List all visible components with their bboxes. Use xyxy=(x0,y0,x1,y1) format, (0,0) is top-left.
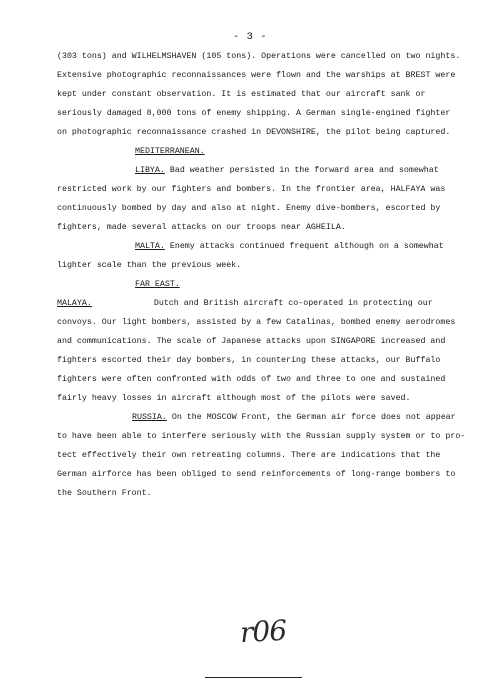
handwritten-note: r06 xyxy=(239,613,287,650)
page-number: - 3 - xyxy=(232,31,267,43)
text-line: fighters escorted their day bombers, in countering these attacks, our Buffalo xyxy=(57,356,441,365)
libya-label: LIBYA. xyxy=(135,166,165,175)
text-line: to have been able to interfere seriously with the Russian supply system or to pro- xyxy=(57,432,466,441)
malta-first-line: Enemy attacks continued frequent although on a somewhat xyxy=(169,242,444,251)
text-line: Extensive photographic reconnaissances were flown and the warships at BREST were xyxy=(57,71,456,80)
text-line: seriously damaged 8,000 tons of enemy shipping. A German single-engined fighter xyxy=(57,109,451,118)
malaya-paragraph-start xyxy=(57,294,471,313)
libya-first-line: Bad weather persisted in the forward area and somewhat xyxy=(169,166,439,175)
text-line: lighter scale than the previous week. xyxy=(57,261,242,270)
malta-paragraph-start xyxy=(57,237,471,256)
document-body xyxy=(57,47,471,503)
section-heading-far-east xyxy=(57,275,471,294)
text-line: convoys. Our light bombers, assisted by a few Catalinas, bombed enemy aerodromes xyxy=(57,318,456,327)
text-line: kept under constant observation. It is estimated that our aircraft sank or xyxy=(57,90,426,99)
malta-label: MALTA. xyxy=(135,242,165,251)
libya-paragraph-start xyxy=(57,161,471,180)
text-line: tect effectively their own retreating columns. There are indications that the xyxy=(57,451,441,460)
section-heading-label: MEDITERRANEAN. xyxy=(135,147,205,156)
section-heading-mediterranean xyxy=(57,142,471,161)
russia-label: RUSSIA. xyxy=(132,413,167,422)
text-line: German airforce has been obliged to send reinforcements of long-range bombers to xyxy=(57,470,456,479)
text-line: (303 tons) and WILHELMSHAVEN (105 tons). Operations were cancelled on two nights. xyxy=(57,52,461,61)
text-line: the Southern Front. xyxy=(57,489,152,498)
section-heading-label: FAR EAST. xyxy=(135,280,180,289)
text-line: continuously bombed by day and also at night. Enemy dive-bombers, escorted by xyxy=(57,204,441,213)
text-line: fairly heavy losses in aircraft although most of the pilots were saved. xyxy=(57,394,411,403)
russia-first-line: On the MOSCOW Front, the German air force does not appear xyxy=(171,413,456,422)
text-line: fighters, made several attacks on our troops near AGHEILA. xyxy=(57,223,346,232)
malaya-first-line: Dutch and British aircraft co-operated in protecting our xyxy=(153,299,433,308)
text-line: and communications. The scale of Japanese attacks upon SINGAPORE increased and xyxy=(57,337,446,346)
bottom-rule xyxy=(205,677,302,678)
text-line: on photographic reconnaissance crashed in DEVONSHIRE, the pilot being captured. xyxy=(57,128,451,137)
text-line: fighters were often confronted with odds of two and three to one and sustained xyxy=(57,375,446,384)
russia-paragraph-start xyxy=(57,408,471,427)
text-line: restricted work by our fighters and bombers. In the frontier area, HALFAYA was xyxy=(57,185,446,194)
malaya-label: MALAYA. xyxy=(57,299,92,308)
